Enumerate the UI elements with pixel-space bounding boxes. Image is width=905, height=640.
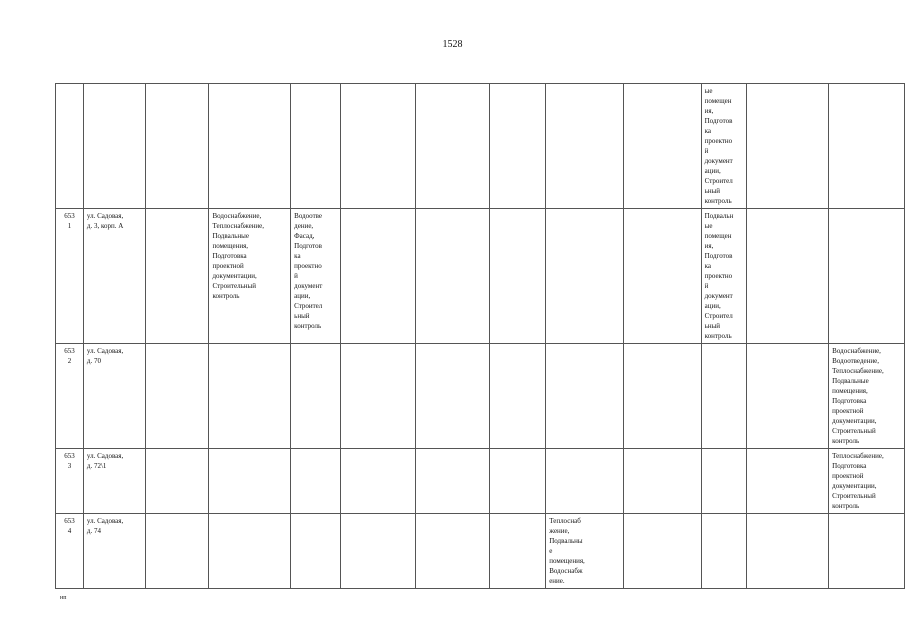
cell: [291, 344, 341, 449]
cell: [829, 84, 905, 209]
cell: Подвальн ые помещен ия, Подготов ка проектно й документ ации, Строител ьный контроль: [701, 209, 747, 344]
cell: [145, 514, 209, 589]
cell: [623, 344, 701, 449]
cell: Водоснабжение, Теплоснабжение, Подвальные помещения, Подготовка проектной документации, Строительный контроль: [209, 209, 291, 344]
cell: [490, 514, 546, 589]
cell: [415, 449, 490, 514]
cell: [546, 344, 624, 449]
cell-number: 653 1: [56, 209, 84, 344]
cell: [291, 514, 341, 589]
cell: [747, 514, 829, 589]
cell: [490, 209, 546, 344]
cell: [546, 209, 624, 344]
table-row: [56, 84, 905, 209]
table-row: [56, 514, 905, 589]
cell: [829, 209, 905, 344]
cell: [209, 449, 291, 514]
cell: [209, 344, 291, 449]
footer-mark: нп: [60, 595, 67, 601]
cell-address: [83, 84, 145, 209]
cell: [341, 344, 416, 449]
cell: [623, 209, 701, 344]
cell: Теплоснабжение, Подготовка проектной документации, Строительный контроль: [829, 449, 905, 514]
cell: [490, 84, 546, 209]
cell-number: 653 2: [56, 344, 84, 449]
cell: ые помещен ия, Подготов ка проектно й документ ации, Строител ьный контроль: [701, 84, 747, 209]
cell: [747, 84, 829, 209]
cell: [341, 84, 416, 209]
cell: [291, 449, 341, 514]
cell: [291, 84, 341, 209]
cell: [415, 209, 490, 344]
cell: [415, 514, 490, 589]
cell: [415, 84, 490, 209]
table-row: [56, 344, 905, 449]
page-number: 1528: [442, 39, 463, 50]
cell-address: ул. Садовая, д. 74: [83, 514, 145, 589]
cell: [341, 449, 416, 514]
cell-address: ул. Садовая, д. 70: [83, 344, 145, 449]
cell: [701, 449, 747, 514]
cell: [341, 514, 416, 589]
cell: [546, 449, 624, 514]
cell: [747, 449, 829, 514]
cell: [490, 344, 546, 449]
cell: [623, 514, 701, 589]
cell-address: ул. Садовая, д. 3, корп. А: [83, 209, 145, 344]
cell: Водоотве дение, Фасад, Подготов ка проектно й документ ации, Строител ьный контроль: [291, 209, 341, 344]
cell: [490, 449, 546, 514]
table-row: [56, 209, 905, 344]
cell: [341, 209, 416, 344]
cell-number: [56, 84, 84, 209]
cell: [747, 344, 829, 449]
cell: [829, 514, 905, 589]
cell: [145, 449, 209, 514]
cell: [701, 514, 747, 589]
cell-number: 653 3: [56, 449, 84, 514]
cell: [546, 84, 624, 209]
cell: [415, 344, 490, 449]
cell: [747, 209, 829, 344]
cell: Теплоснаб жение, Подвальны е помещения, Водоснабж ение.: [546, 514, 624, 589]
cell-address: ул. Садовая, д. 72\1: [83, 449, 145, 514]
cell: [623, 84, 701, 209]
cell: [701, 344, 747, 449]
cell: [145, 84, 209, 209]
cell-number: 653 4: [56, 514, 84, 589]
data-table: [55, 83, 905, 589]
cell: [209, 84, 291, 209]
cell: [623, 449, 701, 514]
cell: [145, 209, 209, 344]
cell: [145, 344, 209, 449]
table-row: [56, 449, 905, 514]
cell: Водоснабжение, Водоотведение, Теплоснабжение, Подвальные помещения, Подготовка проектной документации, Строительный контроль: [829, 344, 905, 449]
cell: [209, 514, 291, 589]
